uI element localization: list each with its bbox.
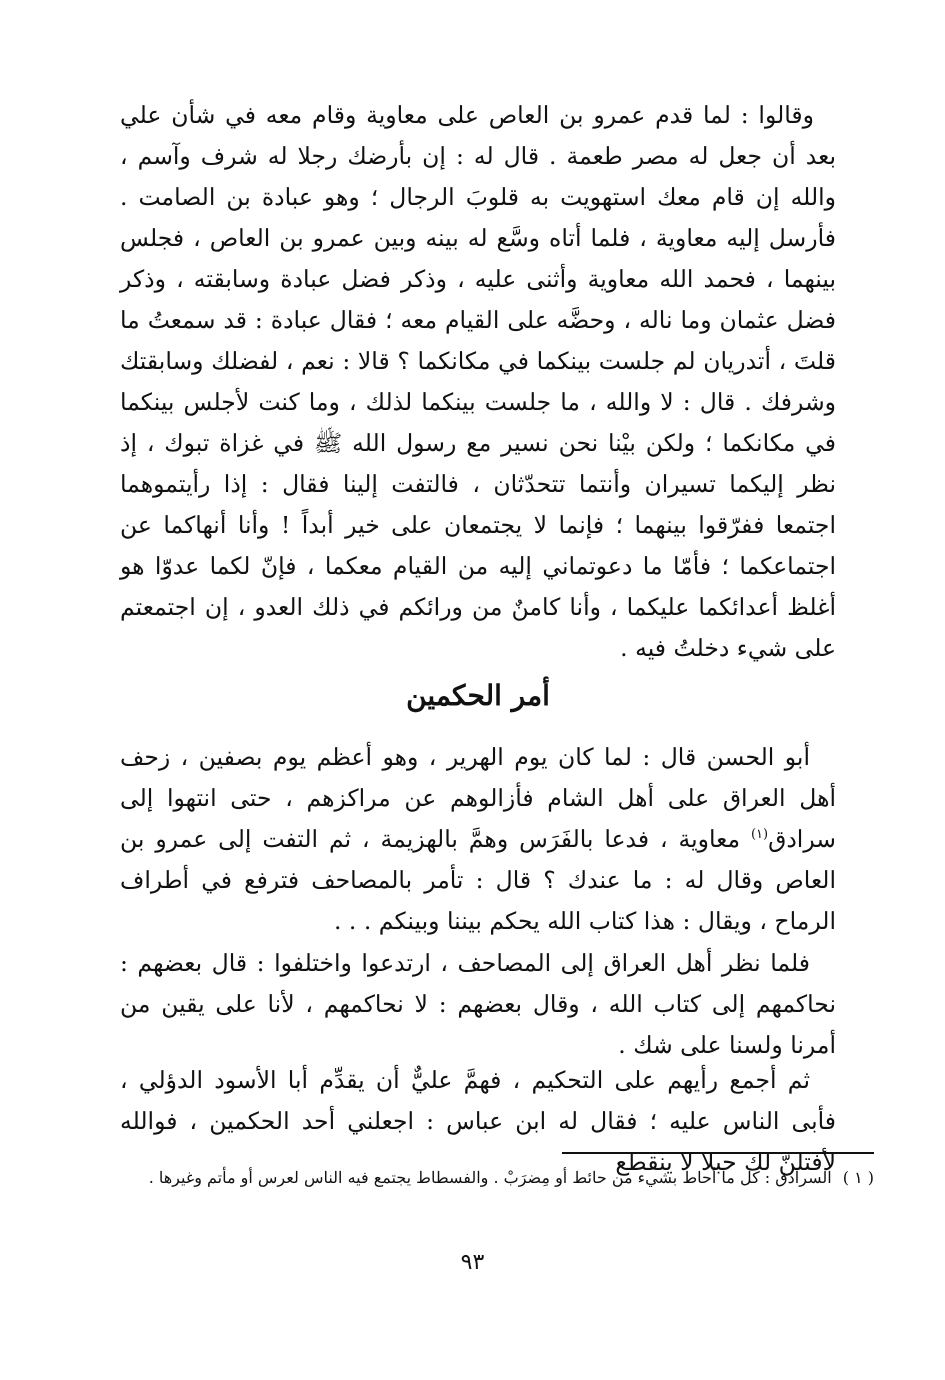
footnote-text: السرادق : كل ما أحاط بشيء من حائط أو مِضرَبْ . والفسطاط يجتمع فيه الناس لعرس أو مأتم وغيرها . — [148, 1168, 832, 1187]
paragraph-hurair-day — [120, 737, 836, 942]
paragraph-text: فلما نظر أهل العراق إلى المصاحف ، ارتدعوا واختلفوا : قال بعضهم : نحاكمهم إلى كتاب الله ، وقال بعضهم : لا نحاكمهم ، لأنا على يقين من أمرنا ولسنا على شك . — [120, 949, 836, 1059]
paragraph-text — [120, 737, 836, 942]
paragraph-text: وقالوا : لما قدم عمرو بن العاص على معاوية وقام معه في شأن علي بعد أن جعل له مصر طعمة . قال له : إن بأرضك رجلا له شرف وآسم ، والله إن قام معك استهويت به قلوبَ الرجال ؛ وهو عبادة بن الصامت . فأرسل إليه معاوية ، فلما أتاه وسَّع له بينه وبين عمرو بن العاص ، فجلس بينهما ، فحمد الله معاوية وأثنى عليه ، وذكر فضل عبادة وسابقته ، وذكر فضل عثمان وما ناله ، وحضَّه على القيام معه ؛ فقال عبادة : قد سمعتُ ما قلتَ ، أتدريان لم جلست بينكما في مكانكما ؟ قالا : نعم ، لفضلك وسابقتك وشرفك . قال : لا والله ، ما جلست بينكما لذلك ، وما كنت لأجلس بينكما في مكانكما ؛ ولكن بيْنا نحن نسير مع رسول الله ﷺ في غزاة تبوك ، إذ نظر إليكما تسيران وأنتما تتحدّثان ، فالتفت إلينا فقال : إذا رأيتموهما اجتمعا ففرّقوا بينهما ؛ فإنما لا يجتمعان على خير أبداً ! وأنا أنهاكما عن اجتماعكما ؛ فأمّا ما دعوتماني إليه من القيام معكما ، فإنّ لكما عدوّا هو أغلظ أعدائكما عليكما ، وأنا كامنٌ من ورائكم في ذلك العدو ، إن اجتمعتم على شيء دخلتُ فيه . — [120, 101, 836, 662]
paragraph-text-part: أبو الحسن قال : لما كان يوم الهرير ، وهو أعظم يوم بصفين ، زحف أهل العراق على أهل الشام فأزالوهم عن مراكزهم ، حتى انتهوا إلى سرادق — [120, 743, 836, 853]
paragraph-iraq-disagreement — [120, 943, 836, 1066]
paragraph-text-part: معاوية ، فدعا بالفَرَس وهمَّ بالهزيمة ، ثم التفت إلى عمرو بن العاص وقال له : ما عندك ؟ قال : تأمر بالمصاحف فترفع في أطراف الرماح ، ويقال : هذا كتاب الله يحكم بيننا وبينكم . . . — [120, 825, 836, 935]
page-number: ٩٣ — [460, 1250, 485, 1275]
footnote-divider — [562, 1152, 874, 1154]
paragraph-text: ثم أجمع رأيهم على التحكيم ، فهمَّ عليٌّ أن يقدِّم أبا الأسود الدؤلي ، فأبى الناس عليه ؛ فقال له ابن عباس : اجعلني أحد الحكمين ، فوالله لأفتلنّ لك حبلا لا ينقطع — [120, 1066, 836, 1176]
section-heading: أمر الحكمين — [406, 679, 550, 712]
footnote-number: ( ١ ) — [842, 1168, 874, 1187]
paragraph-ubada — [120, 95, 836, 669]
footnote — [120, 1165, 874, 1190]
footnote-reference[interactable]: (١) — [750, 827, 769, 843]
